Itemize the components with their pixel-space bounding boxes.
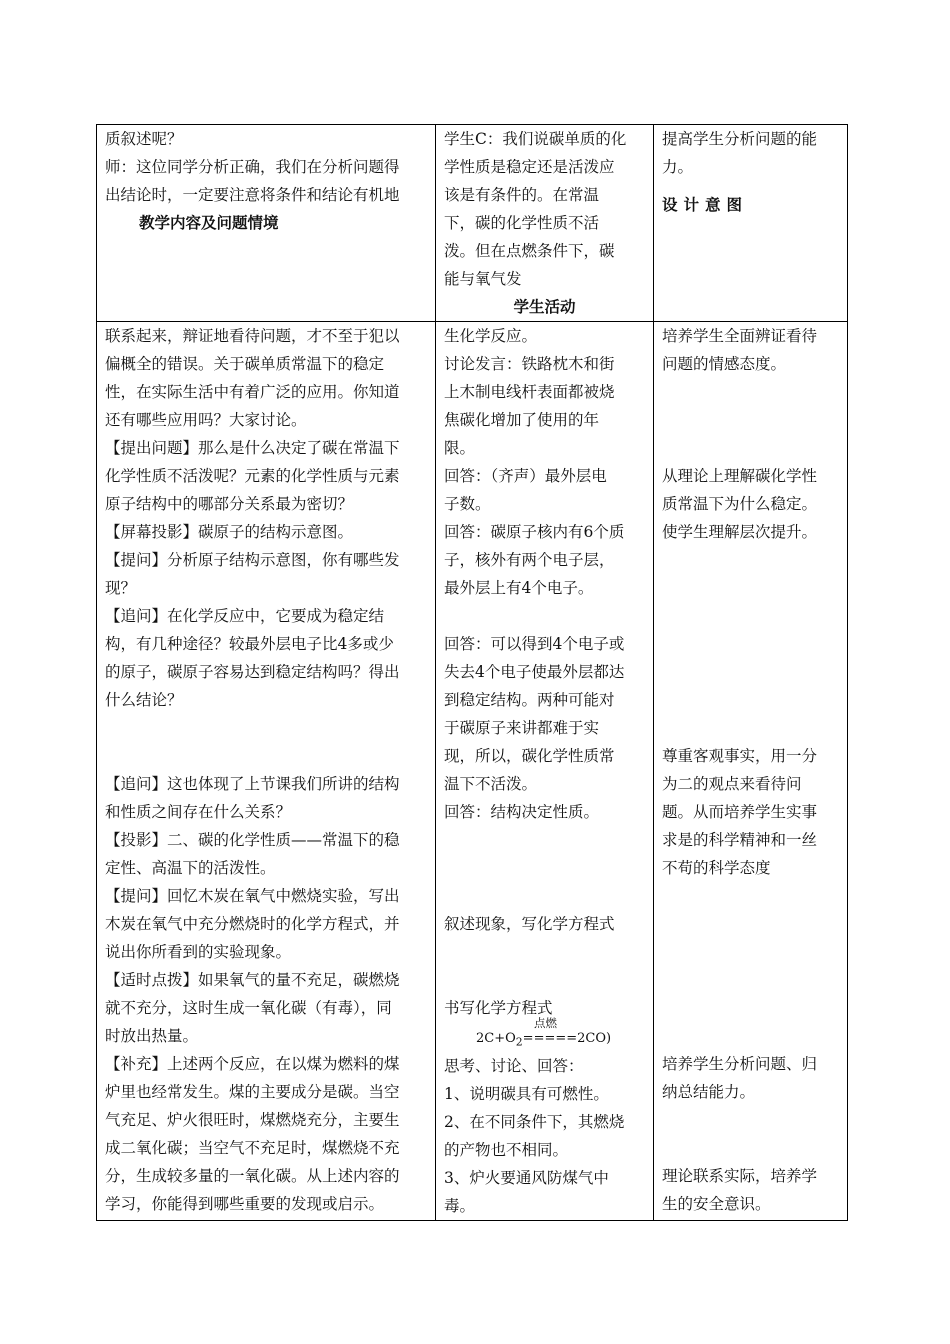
text-line — [662, 574, 839, 602]
teaching-content-cell-top — [97, 125, 436, 322]
text-line: 最外层上有4个电子。 — [444, 579, 594, 597]
text-line: 焦碳化增加了使用的年 — [444, 411, 600, 429]
text-line: 【适时点拨】如果氧气的量不充足，碳燃烧 — [105, 971, 400, 989]
text-line: 温下不活泼。 — [444, 775, 538, 793]
text-line: 失去4个电子使最外层都达 — [444, 663, 625, 681]
text-line: 力。 — [662, 158, 694, 176]
text-block — [662, 322, 839, 1218]
text-line: 毒。 — [444, 1197, 476, 1215]
text-line: 木炭在氧气中充分燃烧时的化学方程式，并 — [105, 915, 400, 933]
text-line: 炉里也经常发生。煤的主要成分是碳。当空 — [105, 1083, 400, 1101]
text-line: 叙述现象，写化学方程式 — [444, 915, 615, 933]
text-line: 回答：碳原子核内有6个质 — [444, 523, 625, 541]
text-line: 构，有几种途径？较最外层电子比4多或少 — [105, 635, 394, 653]
text-line — [662, 630, 839, 658]
text-line: 讨论发言：铁路枕木和街 — [444, 355, 615, 373]
text-line: 的原子，碳原子容易达到稳定结构吗？得出 — [105, 663, 400, 681]
text-line: 学生C：我们说碳单质的化 — [444, 130, 627, 148]
text-line: 2、在不同条件下，其燃烧 — [444, 1113, 625, 1131]
text-line — [444, 966, 645, 994]
text-line: 回答：可以得到4个电子或 — [444, 635, 625, 653]
text-line — [662, 1134, 839, 1162]
column-header-student-activity: 学生活动 — [513, 298, 576, 316]
text-line: 培养学生全面辨证看待 — [662, 327, 818, 345]
text-line — [662, 714, 839, 742]
text-line: 培养学生分析问题、归 — [662, 1055, 818, 1073]
text-line: 化学性质不活泼呢？元素的化学性质与元素 — [105, 467, 400, 485]
text-line: 【追问】在化学反应中，它要成为稳定结 — [105, 607, 385, 625]
text-line — [444, 826, 645, 854]
text-line: 到稳定结构。两种可能对 — [444, 691, 615, 709]
text-line: 质常温下为什么稳定。 — [662, 495, 818, 513]
text-line: 子数。 — [444, 495, 491, 513]
text-line — [662, 882, 839, 910]
equation-left: 2C+O — [476, 1031, 516, 1046]
text-line: 下，碳的化学性质不活 — [444, 214, 600, 232]
text-line: 子，核外有两个电子层， — [444, 551, 615, 569]
text-line: 为二的观点来看待问 — [662, 775, 802, 793]
text-line: 于碳原子来讲都难于实 — [444, 719, 600, 737]
student-activity-cell-top — [436, 125, 654, 322]
text-line: 出结论时，一定要注意将条件和结论有机地 — [105, 186, 400, 204]
text-line — [662, 602, 839, 630]
text-line: 还有哪些应用吗？大家讨论。 — [105, 411, 307, 429]
text-line: 泼。但在点燃条件下，碳 — [444, 242, 615, 260]
text-line — [662, 1022, 839, 1050]
text-line: 学习，你能得到哪些重要的发现或启示。 — [105, 1195, 385, 1213]
text-line: 的产物也不相同。 — [444, 1141, 569, 1159]
equation-body — [476, 1030, 611, 1052]
text-line: 限。 — [444, 439, 476, 457]
text-line: 和性质之间存在什么关系？ — [105, 803, 292, 821]
text-line: 原子结构中的哪部分关系最为密切？ — [105, 495, 354, 513]
text-line: 【提出问题】那么是什么决定了碳在常温下 — [105, 439, 400, 457]
text-line: 题。从而培养学生实事 — [662, 803, 818, 821]
equation-arrow: ===== — [522, 1031, 578, 1046]
text-line: 说出你所看到的实验现象。 — [105, 943, 292, 961]
text-line: 偏概全的错误。关于碳单质常温下的稳定 — [105, 355, 385, 373]
text-line: 【补充】上述两个反应，在以煤为燃料的煤 — [105, 1055, 400, 1073]
text-line: 师：这位同学分析正确，我们在分析问题得 — [105, 158, 400, 176]
equation-right: 2CO) — [577, 1031, 612, 1046]
text-line: 成二氧化碳；当空气不充足时，煤燃烧不充 — [105, 1139, 400, 1157]
text-line: 3、炉火要通风防煤气中 — [444, 1169, 609, 1187]
text-line: 回答：结构决定性质。 — [444, 803, 600, 821]
text-line: 理论联系实际，培养学 — [662, 1167, 818, 1185]
text-line: 问题的情感态度。 — [662, 355, 787, 373]
teaching-content-cell — [97, 322, 436, 1221]
text-line: 从理论上理解碳化学性 — [662, 467, 818, 485]
text-line — [662, 994, 839, 1022]
text-line: 学性质是稳定还是活泼应 — [444, 158, 615, 176]
text-line — [662, 378, 839, 406]
text-line — [444, 602, 645, 630]
design-intent-cell — [654, 322, 848, 1221]
text-line: 就不充分，这时生成一氧化碳（有毒），同 — [105, 999, 392, 1017]
table-row — [97, 125, 848, 322]
text-line: 现，所以，碳化学性质常 — [444, 747, 615, 765]
text-line — [444, 854, 645, 882]
lesson-plan-table — [96, 124, 848, 1221]
equation-subscript: 2 — [515, 1035, 523, 1049]
text-line: 使学生理解层次提升。 — [662, 523, 818, 541]
text-line — [105, 742, 427, 770]
text-block — [105, 322, 427, 1218]
text-line: 生化学反应。 — [444, 327, 538, 345]
text-line — [662, 434, 839, 462]
column-header-teaching-content: 教学内容及问题情境 — [139, 214, 279, 232]
text-line: 【屏幕投影】碳原子的结构示意图。 — [105, 523, 354, 541]
text-line: 【追问】这也体现了上节课我们所讲的结构 — [105, 775, 400, 793]
text-line: 性，在实际生活中有着广泛的应用。你知道 — [105, 383, 400, 401]
chemical-equation — [444, 1016, 645, 1052]
text-block — [105, 125, 427, 209]
text-line — [662, 546, 839, 574]
text-block — [662, 125, 839, 181]
column-header-design-intent: 设计意图 — [662, 196, 749, 214]
text-line: 气充足、炉火很旺时，煤燃烧充分，主要生 — [105, 1111, 400, 1129]
table-row — [97, 322, 848, 1221]
text-line — [662, 910, 839, 938]
text-block — [444, 322, 645, 1022]
text-line: 生的安全意识。 — [662, 1195, 771, 1213]
text-line — [662, 406, 839, 434]
text-line: 【提问】回忆木炭在氧气中燃烧实验，写出 — [105, 887, 400, 905]
text-line: 1、说明碳具有可燃性。 — [444, 1085, 609, 1103]
text-block — [444, 125, 645, 293]
text-line — [662, 686, 839, 714]
text-line: 能与氧气发 — [444, 270, 522, 288]
text-line: 上木制电线杆表面都被烧 — [444, 383, 615, 401]
text-line: 不苟的科学态度 — [662, 859, 771, 877]
text-line: 质叙述呢？ — [105, 130, 183, 148]
text-line: 【提问】分析原子结构示意图，你有哪些发 — [105, 551, 400, 569]
design-intent-cell-top — [654, 125, 848, 322]
text-line: 时放出热量。 — [105, 1027, 199, 1045]
text-line — [662, 938, 839, 966]
text-line — [444, 938, 645, 966]
text-line: 书写化学方程式 — [444, 999, 553, 1017]
text-line: 提高学生分析问题的能 — [662, 130, 818, 148]
text-line — [444, 882, 645, 910]
text-line — [662, 658, 839, 686]
text-line: 纳总结能力。 — [662, 1083, 756, 1101]
text-block — [444, 1052, 645, 1220]
equation-condition: 点燃 — [534, 1016, 557, 1030]
text-line: 联系起来，辩证地看待问题，才不至于犯以 — [105, 327, 400, 345]
text-line: 现？ — [105, 579, 137, 597]
text-line — [662, 1106, 839, 1134]
student-activity-cell — [436, 322, 654, 1221]
text-line: 尊重客观事实，用一分 — [662, 747, 818, 765]
text-line: 【投影】二、碳的化学性质——常温下的稳 — [105, 831, 400, 849]
text-line: 回答：（齐声）最外层电 — [444, 467, 607, 485]
text-line — [105, 714, 427, 742]
text-line: 分，生成较多量的一氧化碳。从上述内容的 — [105, 1167, 400, 1185]
text-line: 求是的科学精神和一丝 — [662, 831, 818, 849]
text-line — [662, 966, 839, 994]
text-line: 定性、高温下的活泼性。 — [105, 859, 276, 877]
text-line: 该是有条件的。在常温 — [444, 186, 600, 204]
text-line: 思考、讨论、回答： — [444, 1057, 584, 1075]
text-line: 什么结论？ — [105, 691, 183, 709]
